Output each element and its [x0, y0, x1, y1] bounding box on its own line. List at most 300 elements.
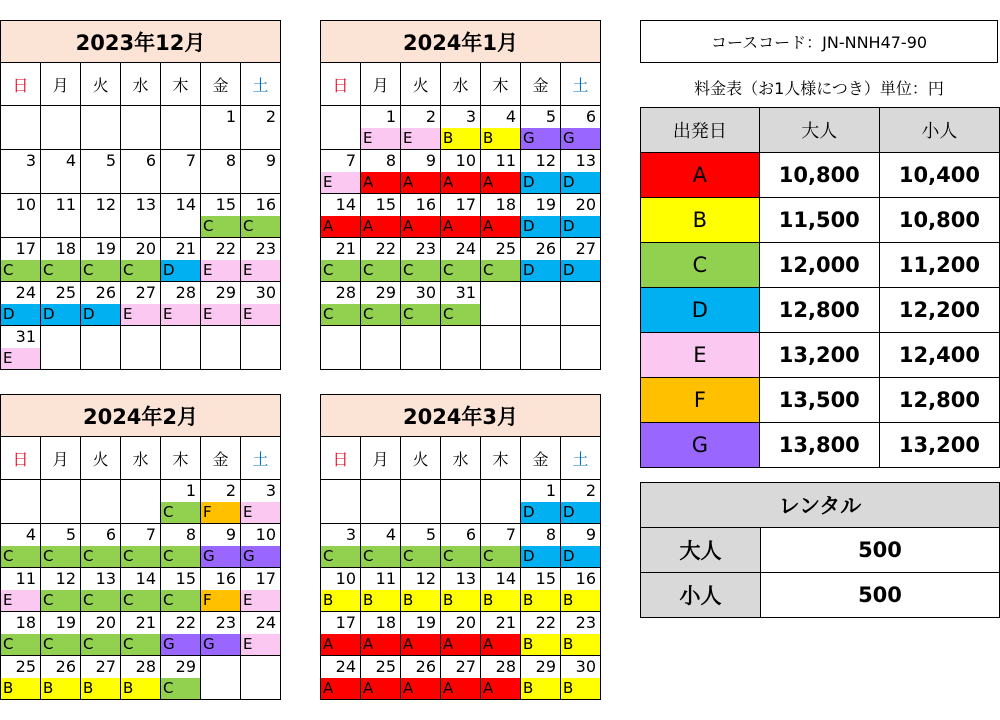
calendar-day	[1, 194, 41, 238]
day-number: 16	[575, 569, 596, 588]
day-number: 25	[15, 657, 36, 676]
calendar-day	[361, 524, 401, 568]
calendar-day	[521, 612, 561, 656]
price-code-label: E	[121, 304, 160, 325]
price-code: C	[641, 243, 760, 288]
calendar-week	[1, 150, 281, 194]
price-row	[641, 198, 1000, 243]
calendar-day	[41, 194, 81, 238]
day-number: 13	[95, 569, 116, 588]
calendar-day	[121, 150, 161, 194]
header-child: 小人	[879, 108, 999, 153]
price-code-label: E	[241, 502, 280, 523]
price-code-label: C	[81, 546, 120, 567]
calendar-day	[401, 568, 441, 612]
price-code-label: E	[241, 304, 280, 325]
calendar-week	[1, 656, 281, 700]
price-code-label: D	[521, 172, 560, 193]
day-number: 30	[575, 657, 596, 676]
weekday-label: 月	[41, 437, 81, 480]
calendar-day	[121, 568, 161, 612]
price-code-label: G	[241, 546, 280, 567]
price-code-label: A	[481, 216, 520, 237]
price-code-label: C	[321, 260, 360, 281]
calendar-day	[321, 106, 361, 150]
day-number: 19	[55, 613, 76, 632]
price-code-label: B	[321, 590, 360, 611]
day-number: 25	[55, 283, 76, 302]
calendar-day	[161, 106, 201, 150]
day-number: 29	[215, 283, 236, 302]
day-number: 18	[15, 613, 36, 632]
price-code: F	[641, 378, 760, 423]
calendar-week	[321, 150, 601, 194]
price-code-label: B	[361, 590, 400, 611]
day-number: 1	[225, 107, 236, 126]
calendar-day	[561, 150, 601, 194]
calendar-day	[241, 150, 281, 194]
calendar-title: 2024年1月	[321, 21, 601, 63]
day-number: 11	[55, 195, 76, 214]
day-number: 2	[585, 481, 596, 500]
price-code-label: B	[441, 590, 480, 611]
price-code-label: E	[401, 128, 440, 149]
calendar-day	[1, 282, 41, 326]
calendar-day	[481, 524, 521, 568]
price-code-label: C	[81, 260, 120, 281]
price-code-label: A	[401, 634, 440, 655]
calendar-grid	[1, 480, 281, 700]
price-code-label: G	[561, 128, 600, 149]
calendar-day	[401, 656, 441, 700]
day-number: 6	[145, 151, 156, 170]
calendar-day	[121, 656, 161, 700]
calendar-day	[561, 568, 601, 612]
calendar-day	[441, 612, 481, 656]
calendar-day	[441, 524, 481, 568]
day-number: 22	[215, 239, 236, 258]
price-code-label: F	[201, 590, 240, 611]
price-code-label: A	[321, 678, 360, 699]
price-code-label: A	[361, 678, 400, 699]
calendar-day	[401, 282, 441, 326]
calendar-day	[241, 612, 281, 656]
day-number: 8	[225, 151, 236, 170]
price-code-label: D	[521, 502, 560, 523]
price-code-label: C	[161, 502, 200, 523]
calendar-day	[201, 150, 241, 194]
calendar-week	[1, 282, 281, 326]
day-number: 12	[535, 151, 556, 170]
calendar-day	[81, 480, 121, 524]
calendar-day	[201, 326, 241, 370]
price-code-label: A	[441, 216, 480, 237]
calendar-day	[1, 480, 41, 524]
day-number: 19	[415, 613, 436, 632]
calendar-day	[161, 326, 201, 370]
weekday-label: 日	[1, 63, 41, 106]
price-code-label: A	[361, 216, 400, 237]
calendar-day	[121, 480, 161, 524]
calendar-day	[161, 480, 201, 524]
day-number: 6	[465, 525, 476, 544]
price-code-label: C	[361, 260, 400, 281]
weekday-label: 水	[121, 63, 161, 106]
price-code-label: B	[561, 634, 600, 655]
calendar-day	[321, 238, 361, 282]
day-number: 26	[535, 239, 556, 258]
calendar-day	[201, 524, 241, 568]
calendar-day	[321, 150, 361, 194]
weekday-label: 木	[161, 63, 201, 106]
price-code-label: C	[201, 216, 240, 237]
price-code-label: C	[361, 546, 400, 567]
day-number: 20	[95, 613, 116, 632]
calendar-day	[241, 326, 281, 370]
calendar-day	[41, 326, 81, 370]
calendar-day	[521, 194, 561, 238]
price-code-label: E	[161, 304, 200, 325]
price-code-label: B	[481, 128, 520, 149]
calendar-day	[441, 480, 481, 524]
day-number: 17	[15, 239, 36, 258]
price-code-label: E	[241, 260, 280, 281]
day-number: 7	[505, 525, 516, 544]
price-code-label: A	[361, 634, 400, 655]
day-number: 20	[135, 239, 156, 258]
calendar-day	[241, 568, 281, 612]
calendar-day	[201, 656, 241, 700]
calendar-day	[521, 238, 561, 282]
day-number: 30	[415, 283, 436, 302]
day-number: 11	[375, 569, 396, 588]
weekday-label: 土	[241, 63, 281, 106]
calendar-day	[401, 524, 441, 568]
rental-adult-label: 大人	[641, 528, 761, 573]
calendar-week	[321, 194, 601, 238]
calendar-day	[161, 656, 201, 700]
calendar-day	[1, 524, 41, 568]
calendar-day	[361, 150, 401, 194]
day-number: 16	[415, 195, 436, 214]
day-number: 15	[535, 569, 556, 588]
calendar-day	[81, 612, 121, 656]
weekday-label: 金	[521, 437, 561, 480]
weekday-label: 金	[201, 437, 241, 480]
calendar-week	[321, 106, 601, 150]
day-number: 28	[495, 657, 516, 676]
calendar-day	[201, 238, 241, 282]
price-code-label: D	[561, 260, 600, 281]
day-number: 11	[15, 569, 36, 588]
price-code-label: D	[161, 260, 200, 281]
calendar-day	[41, 524, 81, 568]
price-table-caption: 料金表（お1人様につき）単位：円	[694, 79, 944, 98]
calendar-day	[361, 612, 401, 656]
price-code-label: B	[1, 678, 40, 699]
price-code-label: A	[481, 678, 520, 699]
day-number: 3	[265, 481, 276, 500]
rental-child-price: 500	[760, 573, 999, 618]
rental-child-label: 小人	[641, 573, 761, 618]
price-code-label: C	[121, 634, 160, 655]
price-code-label: A	[441, 678, 480, 699]
price-code-label: D	[41, 304, 80, 325]
day-number: 1	[385, 107, 396, 126]
weekday-label: 水	[441, 437, 481, 480]
day-number: 29	[375, 283, 396, 302]
day-number: 21	[135, 613, 156, 632]
calendar-week	[1, 106, 281, 150]
day-number: 18	[495, 195, 516, 214]
price-code-label: C	[321, 546, 360, 567]
calendar-day	[521, 106, 561, 150]
weekday-label: 月	[41, 63, 81, 106]
calendar-day	[201, 194, 241, 238]
price-code-label: B	[561, 590, 600, 611]
weekday-label: 日	[321, 63, 361, 106]
price-row	[641, 378, 1000, 423]
day-number: 8	[185, 525, 196, 544]
day-number: 5	[105, 151, 116, 170]
calendar-day	[321, 524, 361, 568]
day-number: 11	[495, 151, 516, 170]
calendar-day	[481, 612, 521, 656]
day-number: 24	[455, 239, 476, 258]
calendar-day	[41, 282, 81, 326]
price-row	[641, 288, 1000, 333]
calendar-day	[81, 194, 121, 238]
price-code-label: C	[41, 590, 80, 611]
price-code: B	[641, 198, 760, 243]
price-adult: 13,500	[759, 378, 879, 423]
calendar-day	[441, 326, 481, 370]
day-number: 20	[455, 613, 476, 632]
price-row	[641, 153, 1000, 198]
calendar-day	[161, 194, 201, 238]
price-code-label: E	[321, 172, 360, 193]
price-code-label: A	[481, 172, 520, 193]
day-number: 15	[175, 569, 196, 588]
calendar-day	[81, 150, 121, 194]
price-code-label: C	[121, 260, 160, 281]
calendar-week	[321, 480, 601, 524]
day-number: 13	[575, 151, 596, 170]
day-number: 23	[215, 613, 236, 632]
price-code-label: E	[241, 634, 280, 655]
day-number: 16	[255, 195, 276, 214]
calendar-day	[41, 238, 81, 282]
price-code-label: E	[361, 128, 400, 149]
price-child: 10,400	[879, 153, 999, 198]
price-code-label: C	[481, 546, 520, 567]
price-code-label: C	[41, 546, 80, 567]
price-code-label: C	[161, 678, 200, 699]
calendar-day	[441, 282, 481, 326]
calendar-day	[521, 150, 561, 194]
day-number: 15	[375, 195, 396, 214]
price-code-label: A	[401, 678, 440, 699]
calendar-day	[241, 194, 281, 238]
calendar-day	[241, 524, 281, 568]
calendar-week	[1, 480, 281, 524]
calendar-day	[81, 524, 121, 568]
day-number: 10	[455, 151, 476, 170]
price-table	[640, 107, 1000, 468]
calendar-day	[561, 480, 601, 524]
weekday-label: 火	[401, 63, 441, 106]
price-code-label: E	[1, 348, 40, 369]
price-code-label: C	[161, 590, 200, 611]
calendar-day	[161, 282, 201, 326]
calendar-day	[161, 524, 201, 568]
calendar-day	[481, 656, 521, 700]
price-code-label: G	[161, 634, 200, 655]
day-number: 12	[55, 569, 76, 588]
calendar-day	[121, 326, 161, 370]
calendar-day	[481, 568, 521, 612]
price-code-label: G	[201, 634, 240, 655]
day-number: 9	[425, 151, 436, 170]
day-number: 14	[175, 195, 196, 214]
price-code-label: D	[81, 304, 120, 325]
weekday-label: 水	[121, 437, 161, 480]
calendar-day	[361, 480, 401, 524]
calendar-day	[81, 238, 121, 282]
calendar-day	[121, 106, 161, 150]
price-code-label: C	[361, 304, 400, 325]
calendar-week	[321, 238, 601, 282]
calendar-day	[321, 568, 361, 612]
weekday-label: 水	[441, 63, 481, 106]
day-number: 22	[375, 239, 396, 258]
calendar-day	[1, 238, 41, 282]
day-number: 9	[225, 525, 236, 544]
day-number: 6	[585, 107, 596, 126]
calendar-day	[321, 282, 361, 326]
calendar-day	[41, 150, 81, 194]
calendar-day	[441, 656, 481, 700]
day-number: 29	[175, 657, 196, 676]
calendar-day	[481, 326, 521, 370]
calendar-day	[321, 656, 361, 700]
calendar-day	[121, 282, 161, 326]
calendar-week	[321, 282, 601, 326]
day-number: 2	[425, 107, 436, 126]
weekday-header	[1, 63, 281, 106]
calendar-day	[81, 656, 121, 700]
header-departure: 出発日	[641, 108, 760, 153]
price-code-label: E	[241, 590, 280, 611]
price-code-label: C	[1, 634, 40, 655]
day-number: 31	[15, 327, 36, 346]
price-table-header	[641, 108, 1000, 153]
calendar-week	[1, 524, 281, 568]
rental-adult-price: 500	[760, 528, 999, 573]
day-number: 3	[465, 107, 476, 126]
weekday-label: 火	[81, 63, 121, 106]
weekday-label: 土	[561, 437, 601, 480]
calendar-day	[41, 106, 81, 150]
weekday-label: 金	[521, 63, 561, 106]
price-code-label: C	[401, 260, 440, 281]
weekday-label: 日	[321, 437, 361, 480]
day-number: 5	[425, 525, 436, 544]
calendar-day	[561, 656, 601, 700]
day-number: 5	[545, 107, 556, 126]
calendar-day	[121, 612, 161, 656]
calendar-day	[561, 326, 601, 370]
price-code-label: B	[121, 678, 160, 699]
calendar-day	[441, 238, 481, 282]
day-number: 23	[255, 239, 276, 258]
price-code-label: F	[201, 502, 240, 523]
calendar-day	[441, 150, 481, 194]
weekday-label: 木	[481, 437, 521, 480]
price-code-label: C	[41, 260, 80, 281]
calendar-day	[441, 106, 481, 150]
calendar-day	[161, 568, 201, 612]
day-number: 19	[535, 195, 556, 214]
calendar-day	[41, 568, 81, 612]
calendar-title: 2024年3月	[321, 395, 601, 437]
price-code-label: A	[321, 634, 360, 655]
day-number: 20	[575, 195, 596, 214]
calendar-week	[1, 326, 281, 370]
price-adult: 12,800	[759, 288, 879, 333]
calendar-day	[241, 480, 281, 524]
day-number: 9	[585, 525, 596, 544]
price-code-label: D	[1, 304, 40, 325]
calendar-day	[481, 194, 521, 238]
price-code-label: C	[161, 546, 200, 567]
price-code-label: D	[521, 216, 560, 237]
price-adult: 10,800	[759, 153, 879, 198]
day-number: 17	[335, 613, 356, 632]
calendar-day	[121, 238, 161, 282]
day-number: 25	[375, 657, 396, 676]
price-code-label: D	[561, 216, 600, 237]
calendar-week	[321, 524, 601, 568]
price-code-label: C	[401, 546, 440, 567]
day-number: 4	[65, 151, 76, 170]
price-child: 10,800	[879, 198, 999, 243]
weekday-header	[321, 63, 601, 106]
weekday-label: 金	[201, 63, 241, 106]
price-code-label: B	[81, 678, 120, 699]
price-code: E	[641, 333, 760, 378]
calendar-day	[521, 282, 561, 326]
weekday-label: 火	[81, 437, 121, 480]
price-code-label: A	[401, 172, 440, 193]
day-number: 24	[15, 283, 36, 302]
calendar-jan-2024	[320, 20, 601, 370]
day-number: 12	[95, 195, 116, 214]
calendar-day	[361, 194, 401, 238]
day-number: 3	[25, 151, 36, 170]
calendar-week	[321, 326, 601, 370]
calendar-day	[201, 106, 241, 150]
calendar-day	[161, 612, 201, 656]
calendar-title: 2024年2月	[1, 395, 281, 437]
calendar-day	[401, 106, 441, 150]
calendar-day	[481, 150, 521, 194]
price-code-label: C	[81, 634, 120, 655]
price-code: A	[641, 153, 760, 198]
calendar-day	[41, 480, 81, 524]
day-number: 31	[455, 283, 476, 302]
calendar-grid	[321, 480, 601, 700]
